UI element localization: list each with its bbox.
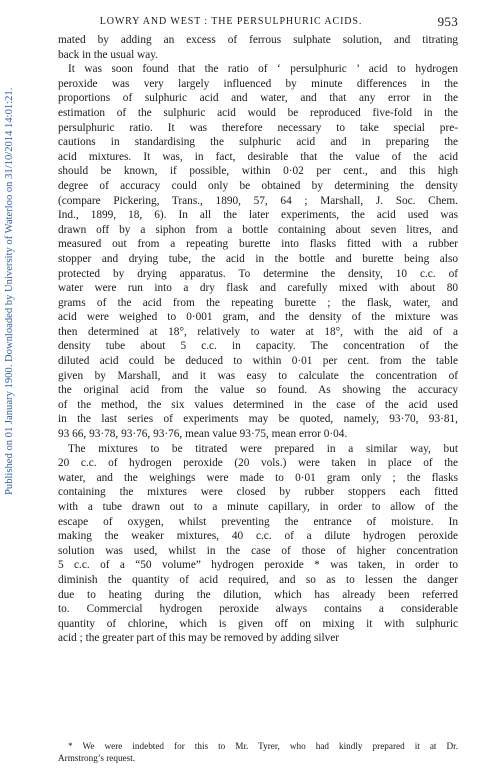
download-watermark-text: Published on 01 January 1900. Downloaded by University of Waterloo on 31/10/2014 14:01:21. <box>4 87 15 495</box>
text-line: Ind., 1899, 18, 6). In all the later experiments, the acid used was <box>58 209 458 222</box>
page-number: 953 <box>437 14 458 29</box>
text-line: mated by adding an excess of ferrous sulphate solution, and titrating <box>58 34 458 46</box>
body-text <box>58 33 458 646</box>
footnote-line: * We were indebted for this to Mr. Tyrer, who had kindly prepared it at Dr. <box>68 741 458 751</box>
text-line: of the method, the six values determined in the case of the acid used <box>58 398 458 411</box>
text-line: water were run into a dry flask and carefully mixed with about 80 <box>58 282 458 295</box>
text-line: with a tube drawn out to a minute capillary, in order to allow of the <box>58 501 458 513</box>
text-line: density tube about 5 c.c. in capacity. The concentration of the <box>58 340 458 353</box>
text-line: measured out from a repeating burette into flasks fitted with a rubber <box>58 238 458 251</box>
running-title: LOWRY AND WEST : THE PERSULPHURIC ACIDS. <box>99 16 363 27</box>
text-line: cautions in standardising the sulphuric acid and in preparing the <box>58 136 458 149</box>
text-line: water, and the weighings were made to 0·01 gram only ; the flasks <box>58 471 458 484</box>
text-line: acid mixtures. It was, in fact, desirable that the value of the acid <box>58 150 458 163</box>
text-line: containing the mixtures were closed by rubber stoppers each fitted <box>58 486 458 499</box>
text-line: back in the usual way. <box>58 48 158 61</box>
text-line: acid ; the greater part of this may be removed by adding silver <box>58 632 340 645</box>
text-line: degree of accuracy could only be obtained by determining the density <box>58 179 458 192</box>
text-line: in the last series of experiments may be quoted, namely, 93·70, 93·81, <box>58 413 458 426</box>
running-header <box>58 14 458 30</box>
text-line: making the weaker mixtures, 40 c.c. of a dilute hydrogen peroxide <box>58 530 458 543</box>
text-line: given by Marshall, and it was easy to calculate the concentration of <box>58 369 458 382</box>
download-watermark <box>3 40 17 495</box>
text-line: protected by drying apparatus. To determine the density, 10 c.c. of <box>58 267 458 280</box>
footnote <box>58 741 458 764</box>
text-line: It was soon found that the ratio of ‘ persulphuric ’ acid to hydrogen <box>68 63 458 76</box>
text-line: diminish the quantity of acid required, and so as to lessen the danger <box>58 573 458 586</box>
text-line: 93 66, 93·78, 93·76, 93·76, mean value 93·75, mean error 0·04. <box>58 428 348 441</box>
text-line: the original acid from the value so found. As showing the accuracy <box>58 384 458 397</box>
text-line: estimation of the sulphuric acid would be reproduced five-fold in the <box>58 106 458 119</box>
text-line: solution was used, whilst in the case of those of higher concentration <box>58 544 458 557</box>
text-line: peroxide was very largely influenced by minute differences in the <box>58 77 458 90</box>
text-line: then determined at 18°, relatively to water at 18°, with the aid of a <box>58 325 458 338</box>
text-line: proportions of sulphuric acid and water, and that any error in the <box>58 92 458 105</box>
text-line: escape of oxygen, whilst preventing the entrance of moisture. In <box>58 515 458 528</box>
text-line: stopper and drying tube, the acid in the bottle and burette being also <box>58 252 458 265</box>
text-line: should be known, if possible, within 0·02 per cent., and this high <box>58 165 458 178</box>
footnote-line: Armstrong’s request. <box>58 752 136 763</box>
text-line: to. Commercial hydrogen peroxide always contains a considerable <box>58 603 458 616</box>
text-line: (compare Pickering, Trans., 1890, 57, 64 ; Marshall, J. Soc. Chem. <box>58 194 458 207</box>
text-line: persulphuric ratio. It was therefore necessary to take special pre- <box>58 121 458 134</box>
text-line: 5 c.c. of a “50 volume” hydrogen peroxide * was taken, in order to <box>58 559 458 572</box>
text-line: drawn off by a siphon from a bottle containing about seven litres, and <box>58 223 458 236</box>
text-line: acid were weighed to 0·001 gram, and the density of the mixture was <box>58 311 458 324</box>
text-line: 20 c.c. of hydrogen peroxide (20 vols.) were taken in place of the <box>58 457 458 470</box>
text-line: quantity of chlorine, which is given off on mixing it with sulphuric <box>58 617 458 630</box>
text-line: due to heating during the dilution, which has already been referred <box>58 588 458 601</box>
text-line: The mixtures to be titrated were prepared in a similar way, but <box>68 442 458 455</box>
text-line: grams of the acid from the repeating burette ; the flask, water, and <box>58 296 458 309</box>
text-line: diluted acid could be deduced to within 0·01 per cent. from the table <box>58 355 458 368</box>
